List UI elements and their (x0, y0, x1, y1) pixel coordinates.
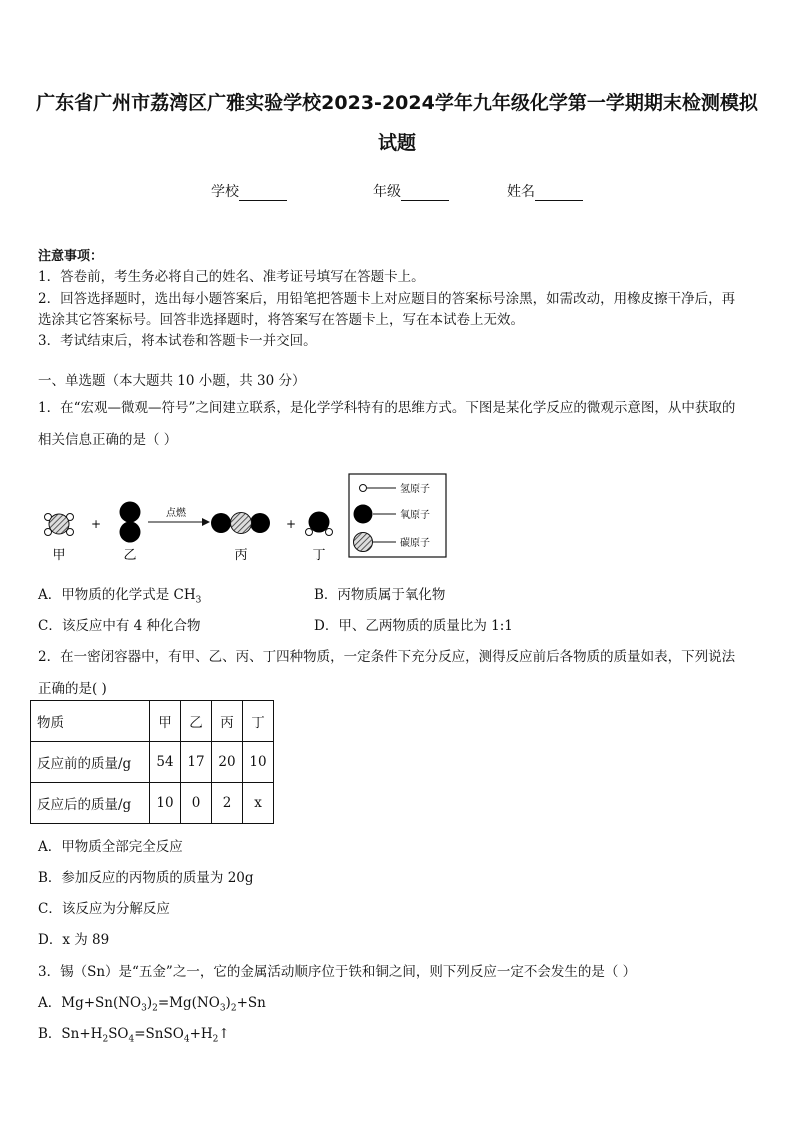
legend-oxygen-icon (354, 505, 373, 524)
reaction-diagram (30, 468, 450, 568)
q2-option-b: B．参加反应的丙物质的质量为 20g (38, 870, 254, 886)
q2-stem-b: 正确的是( ) (38, 681, 107, 697)
q2-option-c: C．该反应为分解反应 (38, 901, 170, 917)
molecule-yi (120, 502, 141, 543)
q1-option-c: C．该反应中有 4 种化合物 (38, 618, 201, 634)
table-cell: 丙 (212, 701, 243, 742)
notes-heading: 注意事项： (38, 249, 104, 264)
reaction-arrow (148, 518, 210, 526)
table-cell: 物质 (31, 701, 150, 742)
q1-option-b: B．丙物质属于氧化物 (314, 587, 446, 603)
q3-stem: 3．锡（Sn）是“五金”之一，它的金属活动顺序位于铁和铜之间，则下列反应一定不会发生的是（ ） (38, 964, 637, 980)
q1-option-a: A．甲物质的化学式是 $CH_3$ (38, 587, 202, 606)
table-cell: 丁 (243, 701, 274, 742)
plus-2: + (285, 517, 297, 531)
legend-hydrogen-icon (360, 485, 367, 492)
label-ding: 丁 (312, 548, 326, 563)
note-item-2a: 2．回答选择题时，选出每小题答案后，用铅笔把答题卡上对应题目的答案标号涂黑，如需改动，用橡皮擦干净后，再 (38, 291, 736, 307)
q2-stem-a: 2．在一密闭容器中，有甲、乙、丙、丁四种物质，一定条件下充分反应，测得反应前后各物质的质量如表，下列说法 (38, 649, 736, 665)
table-cell: 2 (212, 783, 243, 824)
legend-carbon-label: 碳原子 (400, 538, 430, 549)
arrow-label: 点燃 (166, 508, 186, 519)
legend-oxygen-label: 氧原子 (400, 510, 430, 521)
q1-option-d: D．甲、乙两物质的质量比为 1:1 (314, 618, 513, 634)
table-cell: 54 (150, 742, 181, 783)
grade-field (373, 181, 449, 201)
table-cell: 17 (181, 742, 212, 783)
table-cell: 10 (243, 742, 274, 783)
school-field (211, 181, 287, 201)
q3-option-b: B．$Sn+H_2SO_4=SnSO_4+H_2↑$ (38, 1026, 230, 1045)
q3-option-a: A．$Mg+Sn(NO_3)_2=Mg(NO_3)_2+Sn$ (38, 995, 266, 1014)
section-heading: 一、单选题（本大题共 10 小题，共 30 分） (38, 373, 306, 389)
table-cell: 反应后的质量/g (31, 783, 150, 824)
table-cell: 10 (150, 783, 181, 824)
label-jia: 甲 (52, 548, 66, 563)
mass-table (30, 700, 274, 824)
table-cell: 反应前的质量/g (31, 742, 150, 783)
table-row (31, 783, 274, 824)
label-yi: 乙 (123, 548, 137, 563)
table-cell: 0 (181, 783, 212, 824)
name-field (507, 181, 583, 201)
plus-1: + (90, 517, 102, 531)
note-item-3: 3．考试结束后，将本试卷和答题卡一并交回。 (38, 333, 317, 349)
q2-option-a: A．甲物质全部完全反应 (38, 839, 183, 855)
school-label: 学校 (211, 184, 239, 200)
legend-carbon-icon (354, 533, 373, 552)
title-line-1: 广东省广州市荔湾区广雅实验学校2023-2024学年九年级化学第一学期期末检测模拟 (36, 92, 758, 114)
grade-blank (401, 186, 449, 201)
molecule-ding (306, 512, 333, 536)
note-item-2b: 选涂其它答案标号。回答非选择题时，将答案写在答题卡上，写在本试卷上无效。 (38, 312, 524, 328)
grade-label: 年级 (373, 184, 401, 200)
name-blank (535, 186, 583, 201)
label-bing: 丙 (234, 548, 248, 563)
table-row (31, 701, 274, 742)
q1-stem-a: 1．在“宏观—微观—符号”之间建立联系，是化学学科特有的思维方式。下图是某化学反应的微观示意图，从中获取的 (38, 400, 736, 416)
legend-box (349, 474, 446, 557)
table-row (31, 742, 274, 783)
name-label: 姓名 (507, 184, 535, 200)
q1-stem-b: 相关信息正确的是（ ） (38, 432, 178, 448)
table-cell: x (243, 783, 274, 824)
molecule-bing (211, 513, 270, 534)
note-item-1: 1．答卷前，考生务必将自己的姓名、准考证号填写在答题卡上。 (38, 269, 425, 285)
q2-option-d: D．x 为 89 (38, 932, 110, 948)
table-cell: 甲 (150, 701, 181, 742)
table-cell: 乙 (181, 701, 212, 742)
school-blank (239, 186, 287, 201)
legend-hydrogen-label: 氢原子 (400, 484, 430, 495)
table-cell: 20 (212, 742, 243, 783)
molecule-jia (45, 514, 74, 536)
title-line-2: 试题 (377, 132, 416, 154)
